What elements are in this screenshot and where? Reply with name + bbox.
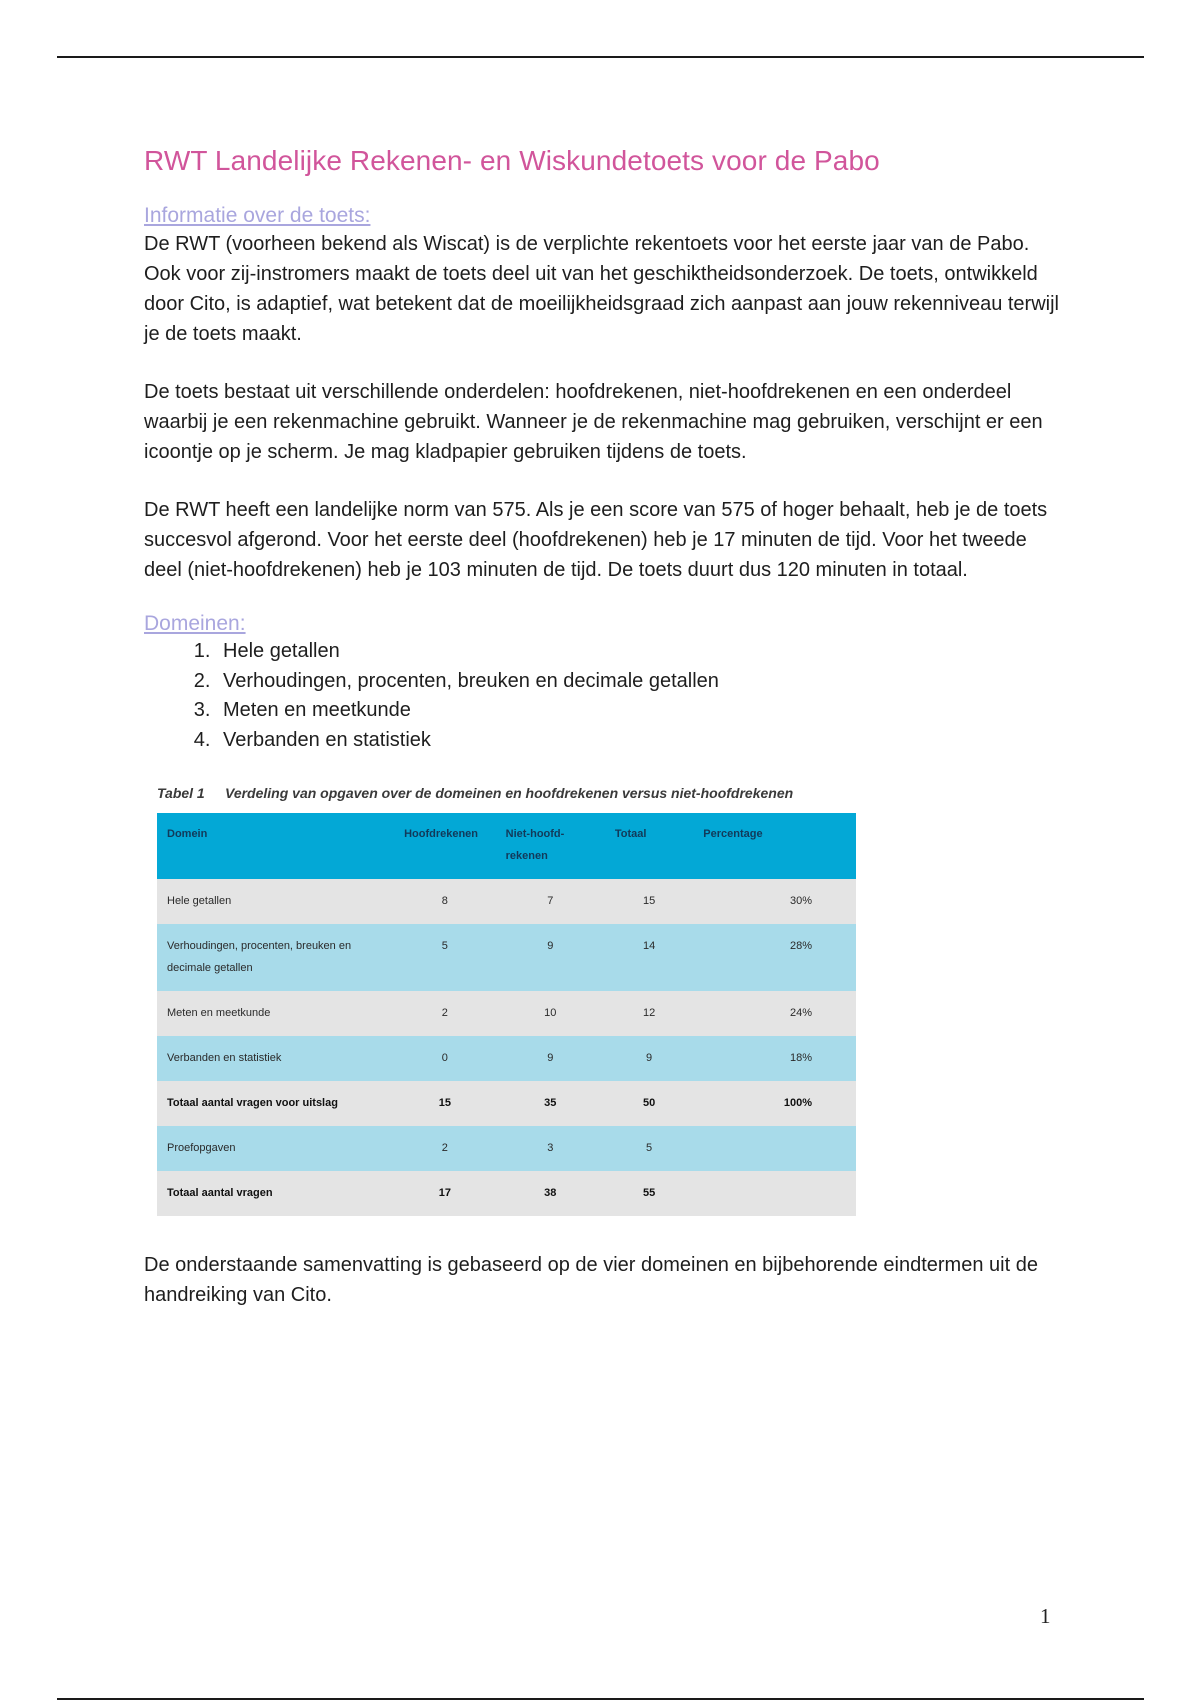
distribution-table	[157, 813, 856, 1216]
table-row	[157, 924, 856, 991]
cell-pct: 30%	[789, 895, 812, 907]
paragraph-parts: De toets bestaat uit verschillende onderdelen: hoofdrekenen, niet-hoofdrekenen en een onderdeel waarbij je een rekenmachine gebruikt. Wanneer je de rekenmachine mag gebruiken, verschijnt er een icoontje op je scherm. Je mag kladpapier gebruiken tijdens de toets.	[144, 381, 1043, 463]
cell-domain: Hele getallen	[167, 895, 232, 907]
table-row	[157, 991, 856, 1036]
cell-hoofd: 2	[441, 1142, 448, 1154]
cell-pct: 18%	[789, 1052, 812, 1064]
table-row-subtotal	[157, 1081, 856, 1126]
cell-domain: Proefopgaven	[167, 1142, 236, 1154]
header-totaal: Totaal	[614, 828, 647, 840]
cell-hoofd: 2	[441, 1007, 448, 1019]
cell-totaal: 12	[642, 1007, 656, 1019]
header-rule	[57, 56, 1144, 58]
info-heading: Informatie over de toets:	[144, 204, 371, 227]
page-content	[144, 145, 1064, 1310]
table-caption	[157, 785, 1064, 801]
header-percentage: Percentage	[703, 828, 763, 840]
header-niet-line1: Niet-hoofd-	[505, 828, 565, 840]
cell-hoofd: 0	[441, 1052, 448, 1064]
list-item: 2. Verhoudingen, procenten, breuken en decimale getallen	[216, 667, 1064, 697]
cell-niet: 9	[547, 940, 554, 952]
cell-domain: Totaal aantal vragen voor uitslag	[167, 1097, 338, 1109]
cell-totaal: 50	[642, 1097, 656, 1109]
cell-pct: 24%	[789, 1007, 812, 1019]
table-caption-text: Verdeling van opgaven over de domeinen en hoofdrekenen versus niet-hoofdrekenen	[225, 785, 794, 801]
cell-totaal: 14	[642, 940, 656, 952]
cell-hoofd: 8	[441, 895, 448, 907]
cell-totaal: 15	[642, 895, 656, 907]
cell-domain: Verbanden en statistiek	[167, 1052, 282, 1064]
cell-niet: 35	[544, 1097, 557, 1109]
header-hoofdrekenen: Hoofdrekenen	[404, 828, 479, 840]
cell-niet: 3	[547, 1142, 554, 1154]
table-row	[157, 879, 856, 924]
cell-totaal: 55	[642, 1187, 656, 1199]
paragraph-norm: De RWT heeft een landelijke norm van 575. Als je een score van 575 of hoger behaalt, heb je de toets succesvol afgerond. Voor het eerste deel (hoofdrekenen) heb je 17 minuten de tijd. Voor het tweede deel (niet-hoofdrekenen) heb je 103 minuten de tijd. De toets duurt dus 120 minuten in totaal.	[144, 499, 1048, 581]
cell-hoofd: 17	[438, 1187, 451, 1199]
cell-pct	[693, 1171, 856, 1216]
list-item: 4. Verbanden en statistiek	[216, 726, 1064, 756]
cell-pct: 100%	[783, 1097, 812, 1109]
table-row	[157, 1036, 856, 1081]
cell-niet: 10	[544, 1007, 557, 1019]
cell-pct: 28%	[789, 940, 812, 952]
cell-domain: Verhoudingen, procenten, breuken en decimale getallen	[167, 940, 352, 974]
table-row-total	[157, 1171, 856, 1216]
header-niet-hoofdrekenen	[496, 813, 605, 879]
cell-pct	[693, 1126, 856, 1171]
cell-niet: 9	[547, 1052, 554, 1064]
table-row	[157, 1126, 856, 1171]
cell-hoofd: 5	[441, 940, 448, 952]
closing-paragraph: De onderstaande samenvatting is gebaseerd op de vier domeinen en bijbehorende eindtermen uit de handreiking van Cito.	[144, 1254, 1038, 1306]
paragraph-intro: De RWT (voorheen bekend als Wiscat) is de verplichte rekentoets voor het eerste jaar van de Pabo. Ook voor zij-instromers maakt de toets deel uit van het geschiktheidsonderzoek. De toets, ontwikkeld door Cito, is adaptief, wat betekent dat de moeilijkheidsgraad zich aanpast aan jouw rekenniveau terwijl je de toets maakt.	[144, 233, 1059, 345]
list-item: 1. Hele getallen	[216, 637, 1064, 667]
table-caption-label: Tabel 1	[157, 785, 205, 801]
list-item: 3. Meten en meetkunde	[216, 696, 1064, 726]
header-domain: Domein	[167, 828, 208, 840]
cell-niet: 38	[544, 1187, 557, 1199]
table-header-row	[157, 813, 856, 879]
domains-heading: Domeinen:	[144, 612, 246, 635]
cell-totaal: 5	[646, 1142, 653, 1154]
page-number: 1	[1040, 1604, 1051, 1628]
header-niet-line2: rekenen	[505, 850, 548, 862]
cell-domain: Totaal aantal vragen	[167, 1187, 273, 1199]
cell-totaal: 9	[646, 1052, 653, 1064]
domains-list	[144, 637, 1064, 755]
document-title: RWT Landelijke Rekenen- en Wiskundetoets voor de Pabo	[144, 145, 880, 176]
cell-niet: 7	[547, 895, 554, 907]
cell-domain: Meten en meetkunde	[167, 1007, 271, 1019]
cell-hoofd: 15	[438, 1097, 451, 1109]
